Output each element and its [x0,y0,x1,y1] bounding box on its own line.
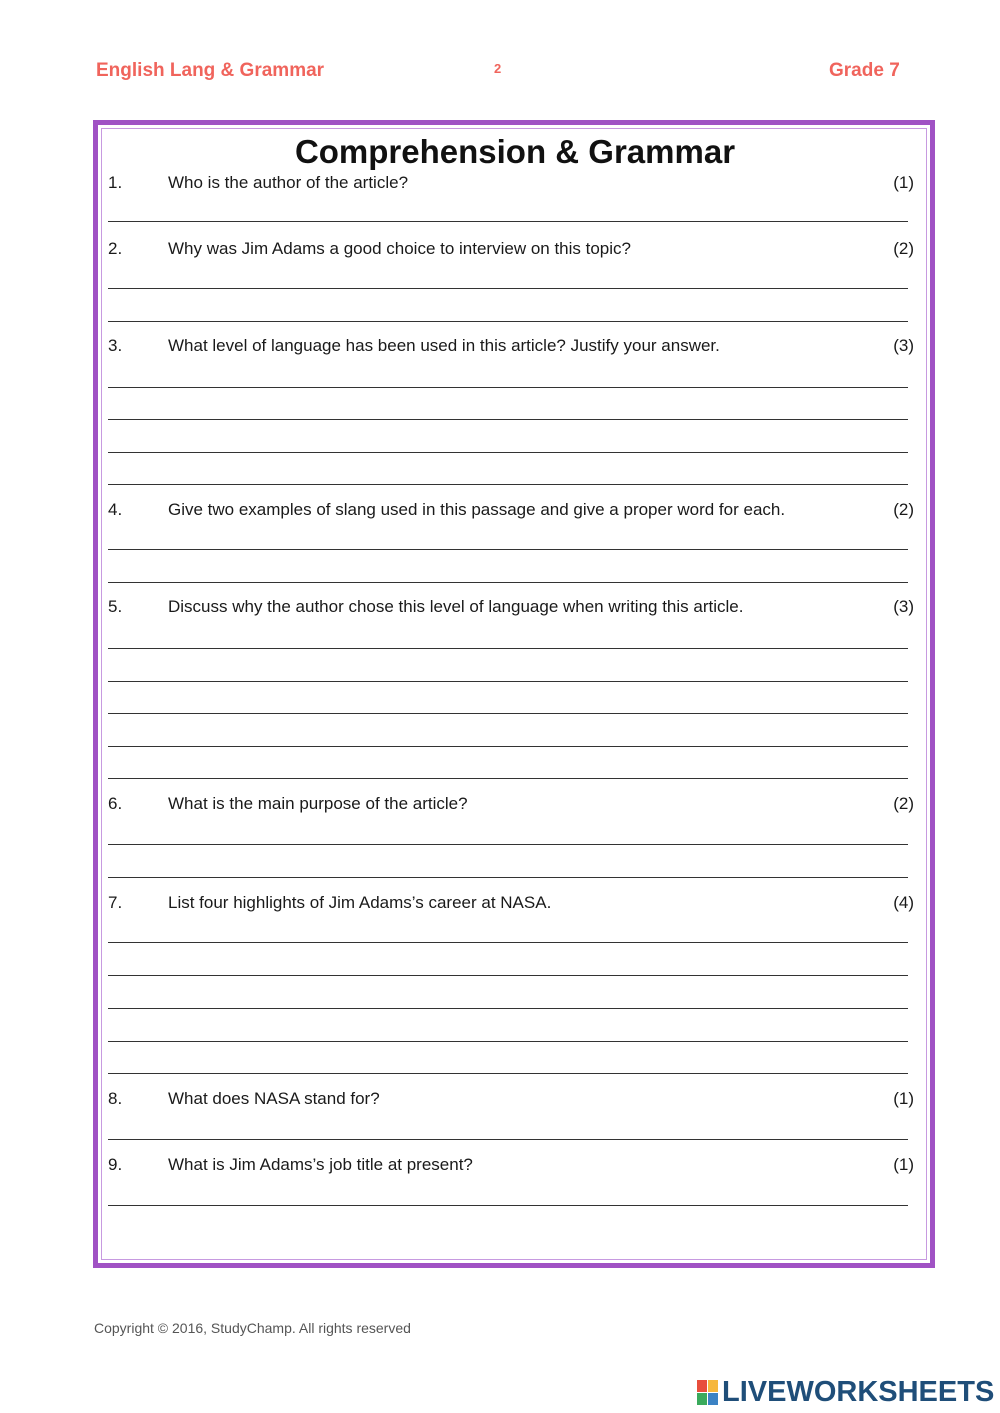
question-number: 1. [108,173,123,192]
question-marks: (2) [893,794,914,813]
question-text: What is the main purpose of the article? [168,794,468,813]
answer-line-5-5[interactable] [108,778,908,779]
question-4 [108,500,914,522]
answer-line-3-1[interactable] [108,387,908,388]
question-marks: (3) [893,597,914,616]
question-9 [108,1155,914,1177]
question-1 [108,173,914,195]
question-number: 2. [108,239,123,258]
question-text: What does NASA stand for? [168,1089,380,1108]
header-subject: English Lang & Grammar [96,60,325,81]
question-text: List four highlights of Jim Adams’s career at NASA. [168,893,552,912]
answer-line-7-1[interactable] [108,942,908,943]
answer-line-5-3[interactable] [108,713,908,714]
answer-line-5-2[interactable] [108,681,908,682]
question-marks: (4) [893,893,914,912]
question-text: Who is the author of the article? [168,173,409,192]
copyright-notice: Copyright © 2016, StudyChamp. All rights reserved [94,1320,411,1336]
question-3 [108,336,914,358]
question-text: What is Jim Adams’s job title at present? [168,1155,473,1174]
answer-line-3-2[interactable] [108,419,908,420]
page-title: Comprehension & Grammar [294,133,736,170]
question-number: 4. [108,500,123,519]
question-number: 7. [108,893,123,912]
answer-line-3-3[interactable] [108,452,908,453]
answer-line-7-5[interactable] [108,1073,908,1074]
answer-line-2-1[interactable] [108,288,908,289]
question-marks: (1) [893,1089,914,1108]
question-8 [108,1089,914,1111]
answer-line-3-4[interactable] [108,484,908,485]
answer-line-5-4[interactable] [108,746,908,747]
question-marks: (2) [893,500,914,519]
question-7 [108,893,914,915]
answer-line-4-2[interactable] [108,582,908,583]
question-text: What level of language has been used in this article? Justify your answer. [168,336,720,355]
question-number: 5. [108,597,123,616]
answer-line-1-1[interactable] [108,221,908,222]
answer-line-5-1[interactable] [108,648,908,649]
answer-line-2-2[interactable] [108,321,908,322]
question-text: Why was Jim Adams a good choice to interview on this topic? [168,239,631,258]
question-number: 9. [108,1155,123,1174]
answer-line-4-1[interactable] [108,549,908,550]
liveworksheets-mark-icon [697,1380,719,1406]
header-grade: Grade 7 [829,60,900,81]
answer-line-6-1[interactable] [108,844,908,845]
question-number: 6. [108,794,123,813]
question-marks: (1) [893,173,914,192]
question-number: 8. [108,1089,123,1108]
question-5 [108,597,914,619]
answer-line-7-3[interactable] [108,1008,908,1009]
question-marks: (1) [893,1155,914,1174]
liveworksheets-wordmark: LIVEWORKSHEETS [722,1376,995,1408]
question-number: 3. [108,336,123,355]
answer-line-7-4[interactable] [108,1041,908,1042]
question-marks: (3) [893,336,914,355]
answer-line-7-2[interactable] [108,975,908,976]
answer-line-9-1[interactable] [108,1205,908,1206]
answer-line-6-2[interactable] [108,877,908,878]
header-page-number: 2 [494,61,502,76]
question-text: Give two examples of slang used in this passage and give a proper word for each. [168,500,786,519]
answer-line-8-1[interactable] [108,1139,908,1140]
question-2 [108,239,914,261]
question-marks: (2) [893,239,914,258]
question-6 [108,794,914,816]
question-text: Discuss why the author chose this level of language when writing this article. [168,597,744,616]
